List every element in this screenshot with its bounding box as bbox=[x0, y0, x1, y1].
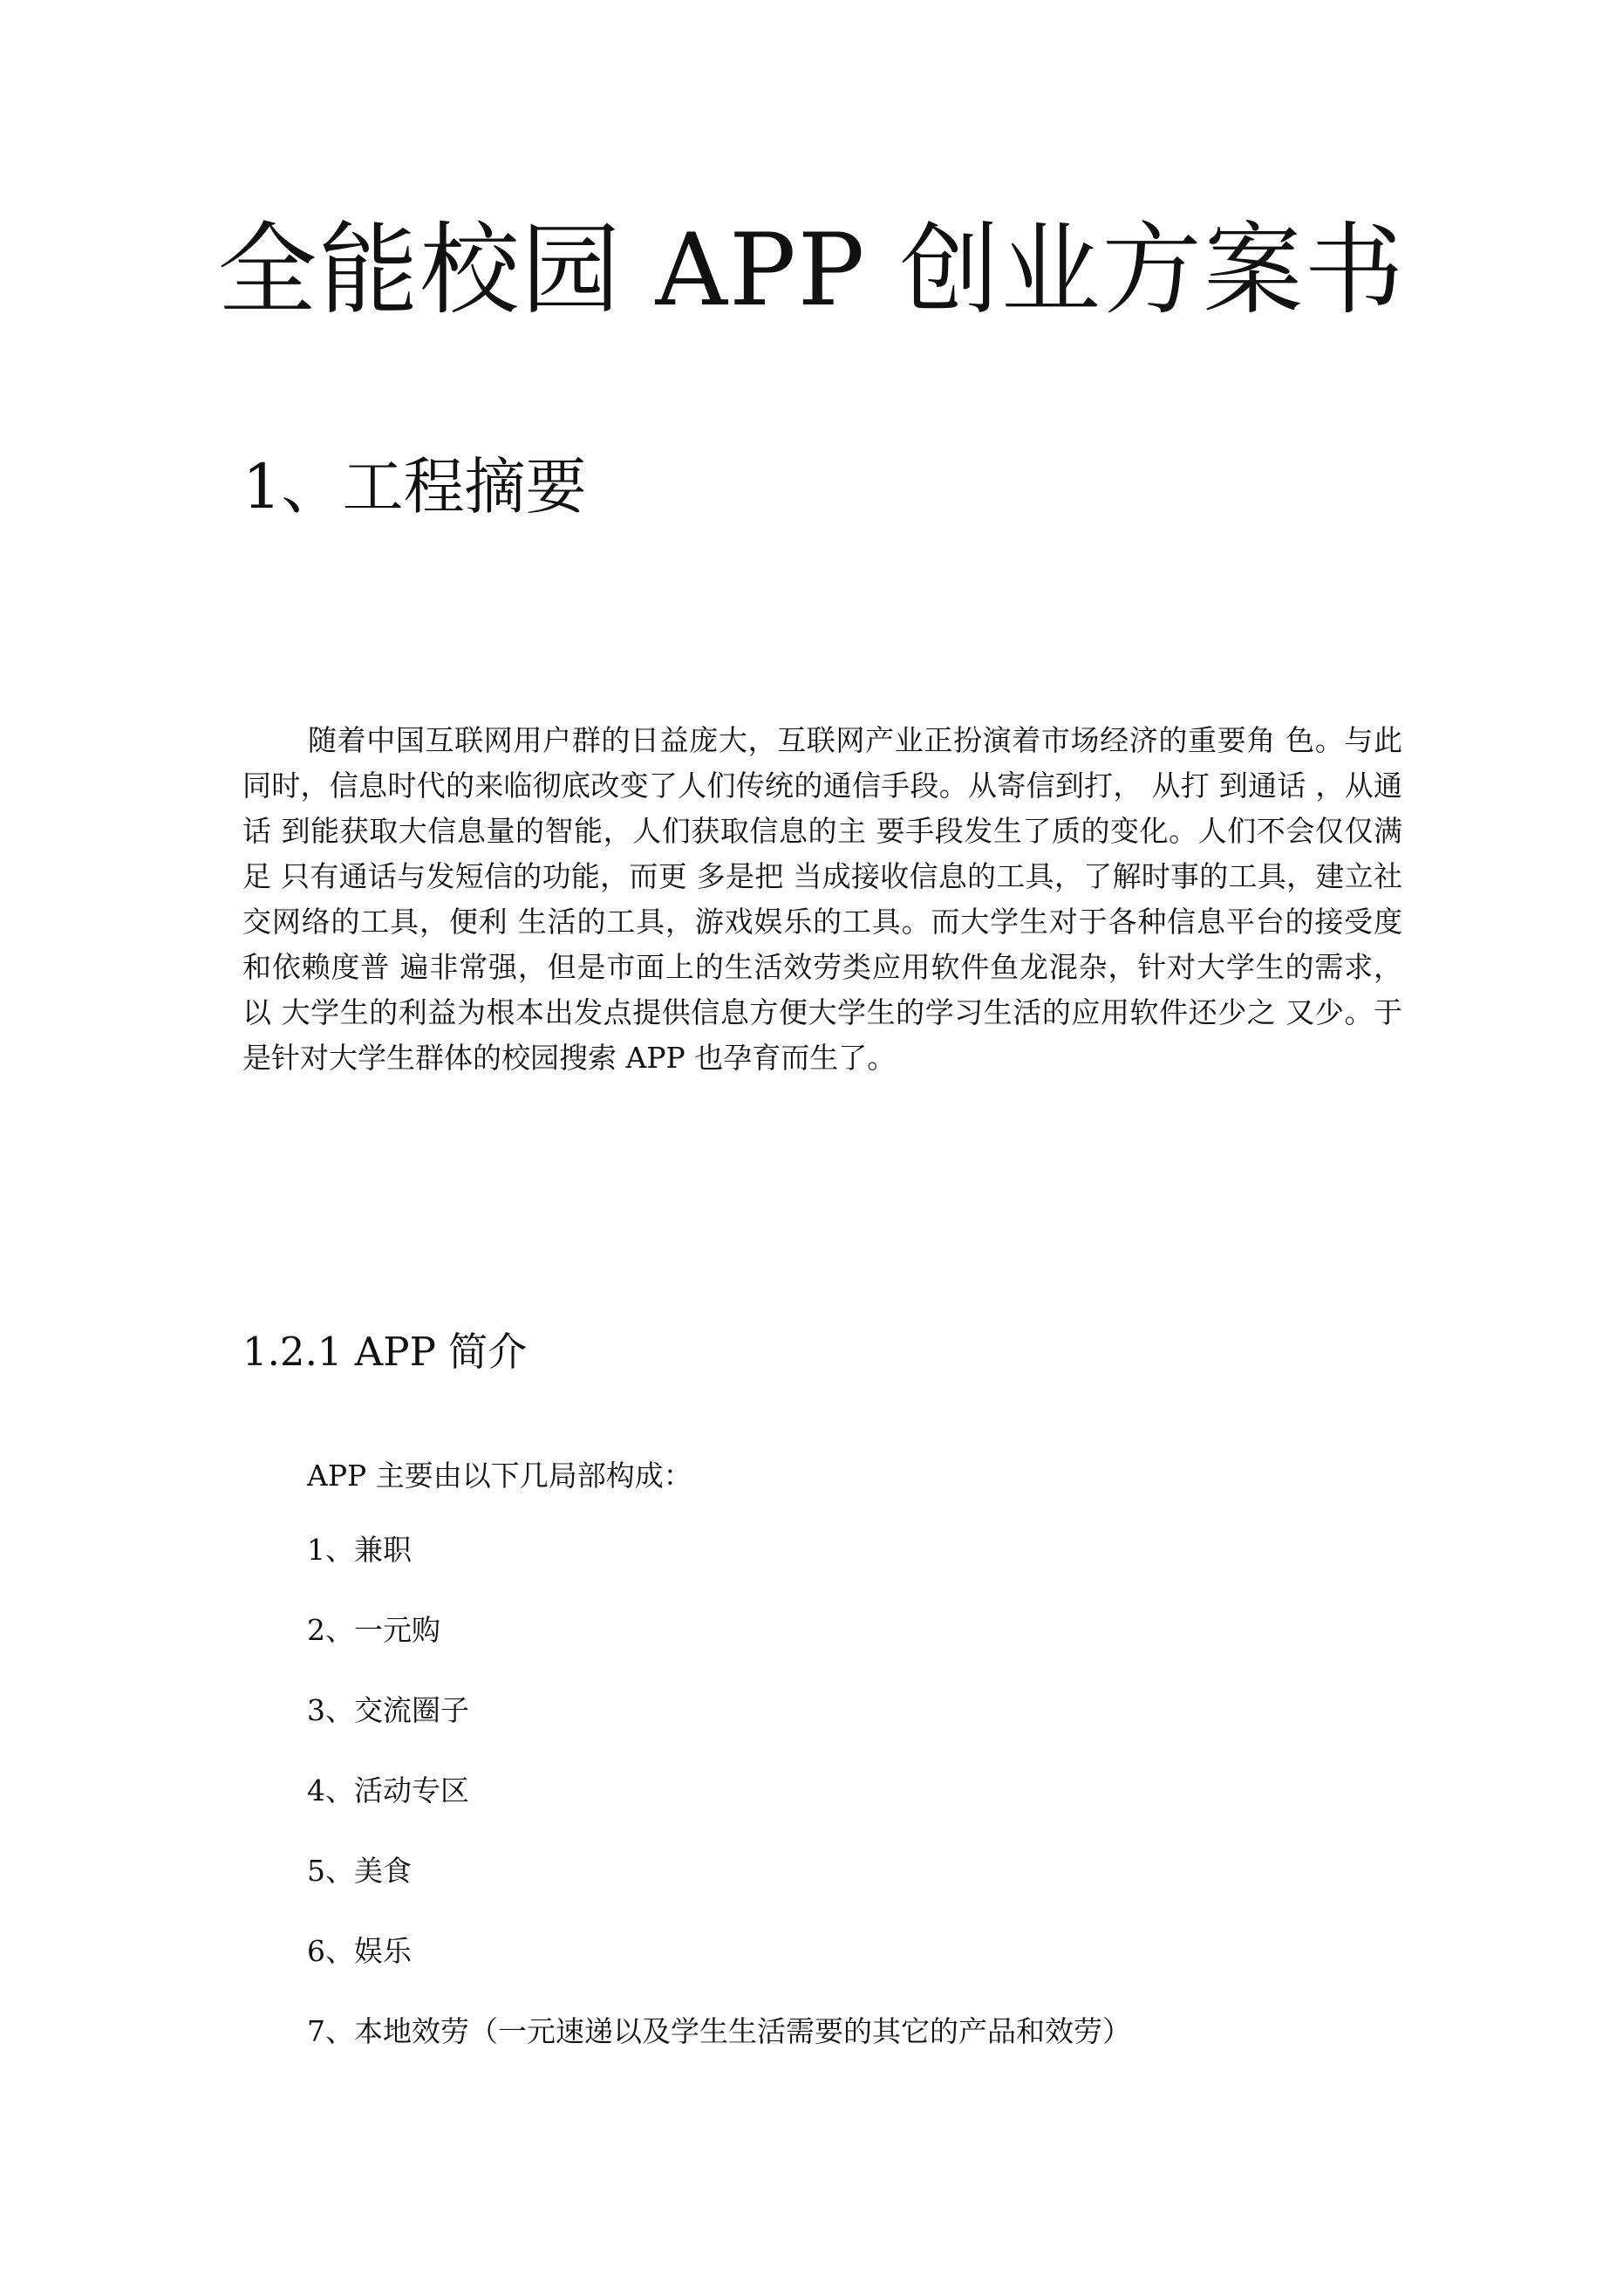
feature-list bbox=[307, 1528, 1131, 2090]
app-intro-text: APP 主要由以下几局部构成： bbox=[307, 1459, 692, 1493]
summary-paragraph: 随着中国互联网用户群的日益庞大，互联网产业正扮演着市场经济的重要角 色。与此同时，信息时代的来临彻底改变了人们传统的通信手段。从寄信到打， 从打 到通话 ，从通话 到能获取大信息量的智能，人们获取信息的主 要手段发生了质的变化。人们不会仅仅满足 只有通话与发短信的功能，而更 多是把 当成接收信息的工具，了解时事的工具，建立社交网络的工具，便利 生活的工具，游戏娱乐的工具。而大学生对于各种信息平台的接受度和依赖度普 遍非常强，但是市面上的生活效劳类应用软件鱼龙混杂，针对大学生的需求，以 大学生的利益为根本出发点提供信息方便大学生的学习生活的应用软件还少之 又少。于是针对大学生群体的校园搜索 APP 也孕育而生了。 bbox=[242, 723, 1402, 1075]
feature-item-entertainment: 6、娱乐 bbox=[307, 1934, 412, 1968]
document-title: 全能校园 APP 创业方案书 bbox=[217, 212, 1406, 328]
feature-item-social-circles: 3、交流圈子 bbox=[307, 1693, 469, 1727]
feature-item-one-yuan-purchase: 2、一元购 bbox=[307, 1613, 440, 1647]
section-heading-project-summary: 1、工程摘要 bbox=[242, 451, 587, 523]
subsection-heading-app-intro: 1.2.1 APP 简介 bbox=[242, 1329, 528, 1375]
feature-item-local-services: 7、本地效劳（一元速递以及学生生活需要的其它的产品和效劳） bbox=[307, 2014, 1131, 2048]
feature-item-activity-zone: 4、活动专区 bbox=[307, 1773, 469, 1807]
feature-item-food: 5、美食 bbox=[307, 1854, 412, 1888]
feature-item-part-time-jobs: 1、兼职 bbox=[307, 1533, 412, 1567]
